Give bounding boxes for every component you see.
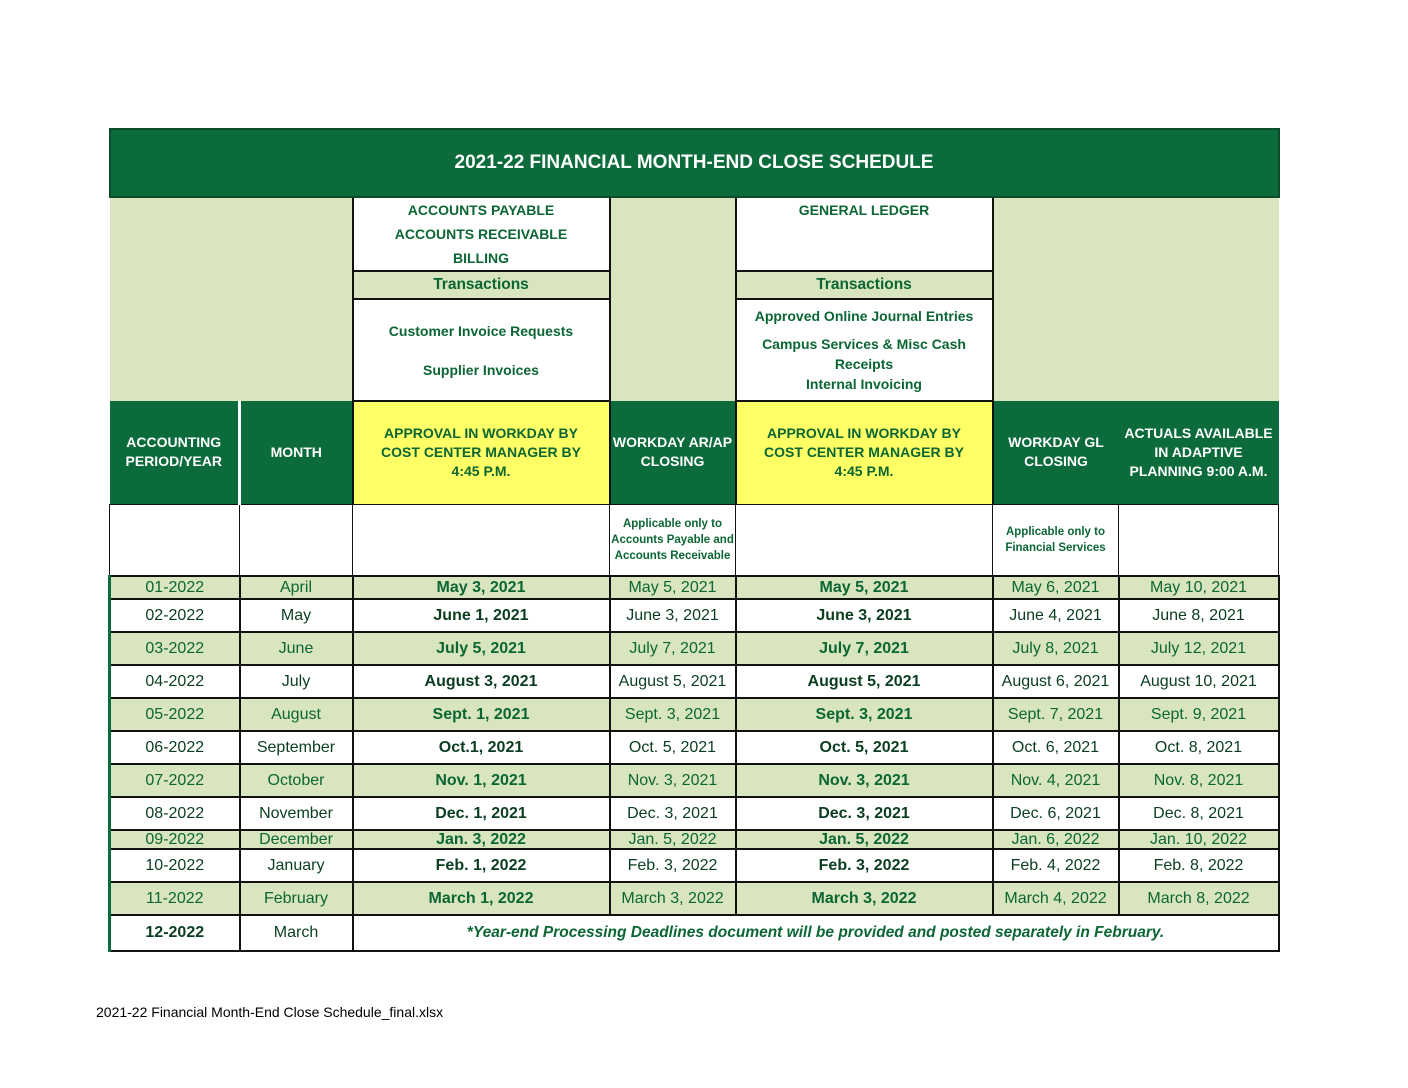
table-cell: July 7, 2021 [610, 632, 736, 665]
table-cell: June [240, 632, 353, 665]
table-cell: March 8, 2022 [1119, 882, 1279, 915]
table-cell: May [240, 599, 353, 632]
header-ap-closing: WORKDAY AR/AP CLOSING [610, 401, 736, 504]
table-cell: September [240, 731, 353, 764]
table-cell: May 3, 2021 [353, 576, 610, 599]
table-cell: July 12, 2021 [1119, 632, 1279, 665]
table-cell: Feb. 8, 2022 [1119, 849, 1279, 882]
table-cell: Nov. 4, 2021 [993, 764, 1119, 797]
table-cell: December [240, 830, 353, 849]
table-row [110, 698, 1279, 731]
table-cell: Dec. 1, 2021 [353, 797, 610, 830]
table-cell: Jan. 3, 2022 [353, 830, 610, 849]
gl-transactions-list [736, 299, 993, 401]
general-ledger-box [736, 197, 993, 271]
last-row-month: March [240, 915, 353, 951]
table-row [110, 632, 1279, 665]
table-cell: Oct. 8, 2021 [1119, 731, 1279, 764]
header-month: MONTH [240, 401, 353, 504]
table-cell: July 7, 2021 [736, 632, 993, 665]
table-cell: August 5, 2021 [736, 665, 993, 698]
year-end-note: *Year-end Processing Deadlines document will be provided and posted separately in February. [353, 915, 1279, 951]
header-actuals: ACTUALS AVAILABLE IN ADAPTIVE PLANNING 9:00 A.M. [1119, 401, 1279, 504]
schedule-title: 2021-22 FINANCIAL MONTH-END CLOSE SCHEDULE [110, 129, 1279, 197]
blank-top-right [993, 197, 1279, 401]
table-cell: Feb. 4, 2022 [993, 849, 1119, 882]
table-cell: July 5, 2021 [353, 632, 610, 665]
table-cell: Dec. 6, 2021 [993, 797, 1119, 830]
note-gl-closing: Applicable only to Financial Services [993, 504, 1119, 576]
table-cell: Jan. 10, 2022 [1119, 830, 1279, 849]
table-cell: Feb. 3, 2022 [610, 849, 736, 882]
table-cell: May 6, 2021 [993, 576, 1119, 599]
table-cell: November [240, 797, 353, 830]
table-cell: Feb. 3, 2022 [736, 849, 993, 882]
table-cell: Oct. 6, 2021 [993, 731, 1119, 764]
table-cell: Jan. 5, 2022 [736, 830, 993, 849]
table-cell: 08-2022 [110, 797, 240, 830]
blank-top-mid [610, 197, 736, 401]
table-cell: April [240, 576, 353, 599]
table-cell: Feb. 1, 2022 [353, 849, 610, 882]
table-cell: 02-2022 [110, 599, 240, 632]
campus-services-receipts: Campus Services & Misc Cash Receipts [762, 336, 966, 372]
table-cell: Sept. 3, 2021 [610, 698, 736, 731]
table-cell: Jan. 6, 2022 [993, 830, 1119, 849]
table-cell: June 4, 2021 [993, 599, 1119, 632]
blank-top-left [110, 197, 353, 401]
table-cell: June 1, 2021 [353, 599, 610, 632]
table-row [110, 665, 1279, 698]
table-cell: Sept. 1, 2021 [353, 698, 610, 731]
ar-line: ACCOUNTS RECEIVABLE [394, 226, 568, 242]
table-cell: Oct.1, 2021 [353, 731, 610, 764]
table-cell: Sept. 9, 2021 [1119, 698, 1279, 731]
schedule-sheet [108, 128, 1277, 952]
table-cell: Dec. 3, 2021 [610, 797, 736, 830]
table-cell: Oct. 5, 2021 [736, 731, 993, 764]
table-row [110, 797, 1279, 830]
ap-line: ACCOUNTS PAYABLE [407, 202, 555, 218]
table-cell: January [240, 849, 353, 882]
table-cell: May 5, 2021 [736, 576, 993, 599]
table-cell: Nov. 1, 2021 [353, 764, 610, 797]
table-cell: 04-2022 [110, 665, 240, 698]
table-cell: Dec. 8, 2021 [1119, 797, 1279, 830]
table-cell: 05-2022 [110, 698, 240, 731]
schedule-table [108, 128, 1280, 952]
table-cell: August [240, 698, 353, 731]
table-cell: July [240, 665, 353, 698]
ap-ar-billing-box [353, 197, 610, 271]
table-cell: 01-2022 [110, 576, 240, 599]
table-cell: 03-2022 [110, 632, 240, 665]
note-blank-4 [736, 504, 993, 576]
table-row [110, 576, 1279, 599]
table-cell: Sept. 7, 2021 [993, 698, 1119, 731]
approved-journal-entries: Approved Online Journal Entries [754, 308, 974, 324]
table-row [110, 882, 1279, 915]
supplier-invoices: Supplier Invoices [423, 361, 539, 378]
note-blank-1 [110, 504, 240, 576]
table-cell: Sept. 3, 2021 [736, 698, 993, 731]
header-gl-approval: APPROVAL IN WORKDAY BY COST CENTER MANAGER BY 4:45 P.M. [736, 401, 993, 504]
table-cell: March 4, 2022 [993, 882, 1119, 915]
table-cell: March 1, 2022 [353, 882, 610, 915]
note-blank-2 [240, 504, 353, 576]
file-name-footer: 2021-22 Financial Month-End Close Schedule_final.xlsx [96, 1004, 444, 1020]
table-cell: August 10, 2021 [1119, 665, 1279, 698]
schedule-rows [110, 576, 1279, 915]
table-cell: August 3, 2021 [353, 665, 610, 698]
table-row [110, 764, 1279, 797]
table-row [110, 830, 1279, 849]
header-gl-closing: WORKDAY GL CLOSING [993, 401, 1119, 504]
table-cell: Nov. 3, 2021 [610, 764, 736, 797]
last-row-period: 12-2022 [110, 915, 240, 951]
table-cell: Nov. 8, 2021 [1119, 764, 1279, 797]
table-cell: August 5, 2021 [610, 665, 736, 698]
table-cell: Jan. 5, 2022 [610, 830, 736, 849]
table-cell: July 8, 2021 [993, 632, 1119, 665]
table-cell: June 3, 2021 [736, 599, 993, 632]
table-cell: May 5, 2021 [610, 576, 736, 599]
table-cell: Oct. 5, 2021 [610, 731, 736, 764]
table-cell: 11-2022 [110, 882, 240, 915]
ap-transactions-list [353, 299, 610, 401]
note-ap-closing: Applicable only to Accounts Payable and Accounts Receivable [610, 504, 736, 576]
table-cell: Nov. 3, 2021 [736, 764, 993, 797]
note-blank-3 [353, 504, 610, 576]
table-cell: Dec. 3, 2021 [736, 797, 993, 830]
table-cell: 10-2022 [110, 849, 240, 882]
table-cell: 09-2022 [110, 830, 240, 849]
table-cell: August 6, 2021 [993, 665, 1119, 698]
header-ap-approval: APPROVAL IN WORKDAY BY COST CENTER MANAGER BY 4:45 P.M. [353, 401, 610, 504]
table-cell: 07-2022 [110, 764, 240, 797]
header-period: ACCOUNTING PERIOD/YEAR [110, 401, 240, 504]
table-row [110, 599, 1279, 632]
table-cell: October [240, 764, 353, 797]
table-cell: June 3, 2021 [610, 599, 736, 632]
ap-transactions-label: Transactions [353, 271, 610, 299]
customer-invoice-requests: Customer Invoice Requests [388, 322, 574, 339]
note-blank-5 [1119, 504, 1279, 576]
table-row [110, 849, 1279, 882]
table-cell: March 3, 2022 [736, 882, 993, 915]
table-row [110, 731, 1279, 764]
billing-line: BILLING [453, 250, 509, 266]
table-cell: May 10, 2021 [1119, 576, 1279, 599]
table-cell: March 3, 2022 [610, 882, 736, 915]
table-cell: February [240, 882, 353, 915]
table-cell: June 8, 2021 [1119, 599, 1279, 632]
gl-transactions-label: Transactions [736, 271, 993, 299]
gl-line: GENERAL LEDGER [798, 202, 930, 218]
table-cell: 06-2022 [110, 731, 240, 764]
internal-invoicing: Internal Invoicing [806, 376, 922, 392]
